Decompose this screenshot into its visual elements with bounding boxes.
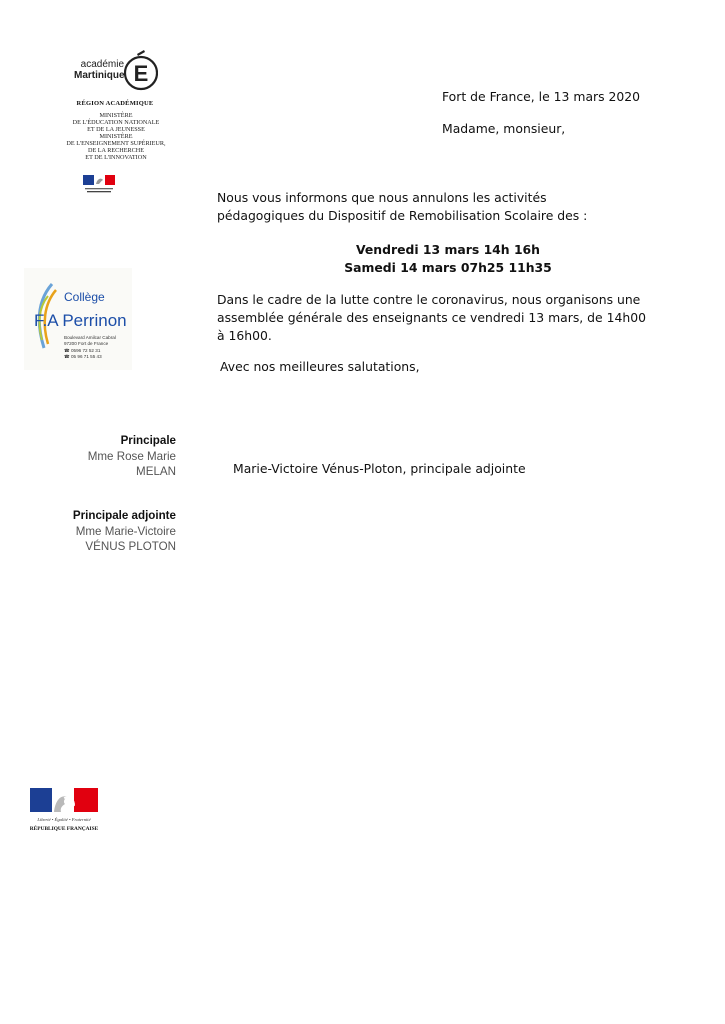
date-line: Fort de France, le 13 mars 2020 <box>442 89 641 104</box>
cancelled-dates <box>217 241 679 277</box>
staff-name-line: Mme Rose Marie <box>87 449 176 463</box>
college-address-line: ☎ 0596 72 52 31 <box>64 347 101 353</box>
region-academique: RÉGION ACADÉMIQUE <box>76 100 154 107</box>
ministry-line: DE LA RECHERCHE <box>87 147 145 154</box>
staff-name-line: VÉNUS PLOTON <box>85 540 176 553</box>
closing: Avec nos meilleures salutations, <box>220 359 420 374</box>
paragraph-line: à 16h00. <box>217 328 272 343</box>
academy-line1: académie <box>80 59 124 70</box>
academie-e-icon <box>122 48 158 94</box>
paragraph-assembly <box>217 291 646 345</box>
staff-name-line: MELAN <box>136 465 176 478</box>
paragraph-line: Dans le cadre de la lutte contre le coronavirus, nous organisons une <box>217 292 641 307</box>
republic-name: RÉPUBLIQUE FRANÇAISE <box>30 826 98 832</box>
staff-role: Principale adjointe <box>72 509 176 522</box>
paragraph-announcement <box>217 189 587 225</box>
college-perrinon-logo <box>24 268 132 370</box>
staff-principale <box>88 433 176 480</box>
paragraph-line: assemblée générale des enseignants ce vendredi 13 mars, de 14h00 <box>217 310 646 325</box>
academie-martinique-logo <box>74 44 158 102</box>
college-label: Collège <box>64 290 105 304</box>
republique-francaise-small-logo <box>82 174 116 196</box>
paragraph-line: pédagogiques du Dispositif de Remobilisation Scolaire des : <box>217 208 588 223</box>
staff-principale-adjointe <box>73 508 176 555</box>
svg-text:E: E <box>133 61 149 86</box>
ministry-line: MINISTÈRE <box>99 133 133 140</box>
ministry-line: ET DE LA JEUNESSE <box>87 126 145 133</box>
date-item: Samedi 14 mars 07h25 11h35 <box>344 260 552 275</box>
staff-name-line: Mme Marie-Victoire <box>75 524 176 538</box>
college-address-line: Boulevard Amilcar Cabral <box>64 335 116 340</box>
ministry-block <box>46 112 186 161</box>
college-address-line: 97200 Fort de France <box>64 341 109 347</box>
greeting: Madame, monsieur, <box>442 121 566 136</box>
ministry-line: MINISTÈRE <box>99 112 133 119</box>
ministry-line: DE L'ÉDUCATION NATIONALE <box>72 119 160 126</box>
signature: Marie-Victoire Vénus-Ploton, principale adjointe <box>233 461 526 476</box>
academy-line2: Martinique <box>74 70 125 81</box>
republique-francaise-logo <box>30 788 98 834</box>
college-name: F.A Perrinon <box>34 311 127 330</box>
republic-motto: Liberté • Égalité • Fraternité <box>37 817 91 822</box>
college-address-line: ☎ 05 96 71 55 43 <box>64 354 102 360</box>
ministry-line: ET DE L'INNOVATION <box>85 154 147 161</box>
staff-role: Principale <box>120 434 176 447</box>
ministry-line: DE L'ENSEIGNEMENT SUPÉRIEUR, <box>66 140 166 147</box>
paragraph-line: Nous vous informons que nous annulons les activités <box>217 190 547 205</box>
date-item: Vendredi 13 mars 14h 16h <box>355 242 541 257</box>
college-address <box>64 335 116 361</box>
